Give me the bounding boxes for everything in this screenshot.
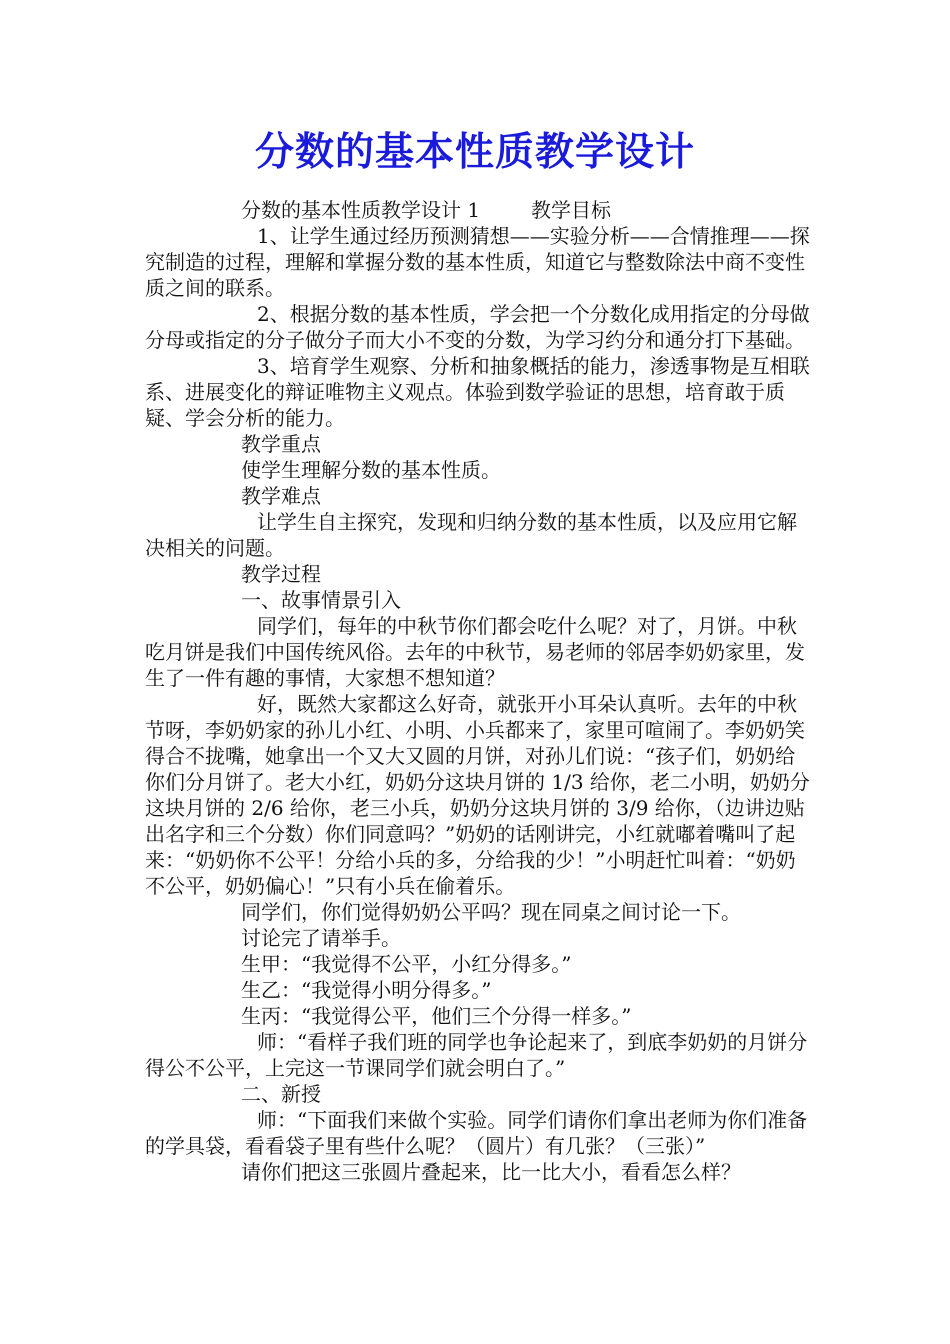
heading-process: 教学过程 bbox=[241, 562, 321, 586]
instruction-line: 请你们把这三张圆片叠起来，比一比大小，看看怎么样？ bbox=[241, 1160, 741, 1184]
heading-difficulties: 教学难点 bbox=[241, 484, 321, 508]
section-heading-1: 一、故事情景引入 bbox=[241, 588, 401, 612]
student-c-line: 生丙：“我觉得公平，他们三个分得一样多。” bbox=[241, 1004, 632, 1028]
goal-paragraph-3: 3、培育学生观察、分析和抽象概括的能力，渗透事物是互相联系、进展变化的辩证唯物主义观点。体验到数学验证的思想，培育敢于质疑、学会分析的能力。 bbox=[145, 354, 810, 430]
difficulties-text: 让学生自主探究，发现和归纳分数的基本性质，以及应用它解决相关的问题。 bbox=[145, 510, 797, 560]
student-b-line: 生乙：“我觉得小明分得多。” bbox=[241, 978, 492, 1002]
teacher-line-2: 师：“下面我们来做个实验。同学们请你们拿出老师为你们准备的学具袋，看看袋子里有些什么呢？（圆片）有几张？（三张）” bbox=[145, 1108, 808, 1158]
key-points-text: 使学生理解分数的基本性质。 bbox=[241, 458, 501, 482]
document-body bbox=[145, 197, 810, 1185]
story-paragraph-1: 同学们，每年的中秋节你们都会吃什么呢？对了，月饼。中秋吃月饼是我们中国传统风俗。去年的中秋节，易老师的邻居李奶奶家里，发生了一件有趣的事情，大家想不想知道？ bbox=[145, 614, 805, 690]
goal-paragraph-1: 1、让学生通过经历预测猜想——实验分析——合情推理——探究制造的过程，理解和掌握分数的基本性质，知道它与整数除法中商不变性质之间的联系。 bbox=[145, 224, 810, 300]
story-paragraph-2: 好，既然大家都这么好奇，就张开小耳朵认真听。去年的中秋节呀，李奶奶家的孙儿小红、小明、小兵都来了，家里可喧闹了。李奶奶笑得合不拢嘴，她拿出一个又大又圆的月饼，对孙儿们说：“孩子们，奶奶给你们分月饼了。老大小红，奶奶分这块月饼的 1/3 给你，老二小明，奶奶分这块月饼的 2/6 给你，老三小兵，奶奶分这块月饼的 3/9 给你，（边讲边贴出名字和三个分数）你们同意吗？”奶奶的话刚讲完，小红就嘟着嘴叫了起来：“奶奶你不公平！分给小兵的多，分给我的少！”小明赶忙叫着：“奶奶不公平，奶奶偏心！”只有小兵在偷着乐。 bbox=[145, 692, 810, 898]
discussion-line-2: 讨论完了请举手。 bbox=[241, 926, 401, 950]
student-a-line: 生甲：“我觉得不公平，小红分得多。” bbox=[241, 952, 572, 976]
document-title: 分数的基本性质教学设计 bbox=[254, 130, 695, 175]
teacher-line-1: 师：“看样子我们班的同学也争论起来了，到底李奶奶的月饼分得公不公平，上完这一节课同学们就会明白了。” bbox=[145, 1030, 808, 1080]
section-heading-2: 二、新授 bbox=[241, 1082, 321, 1106]
subtitle-line: 分数的基本性质教学设计 1 教学目标 bbox=[241, 198, 611, 222]
discussion-line-1: 同学们，你们觉得奶奶公平吗？现在同桌之间讨论一下。 bbox=[241, 900, 741, 924]
goal-paragraph-2: 2、根据分数的基本性质，学会把一个分数化成用指定的分母做分母或指定的分子做分子而大小不变的分数，为学习约分和通分打下基础。 bbox=[145, 302, 810, 352]
heading-key-points: 教学重点 bbox=[241, 432, 321, 456]
